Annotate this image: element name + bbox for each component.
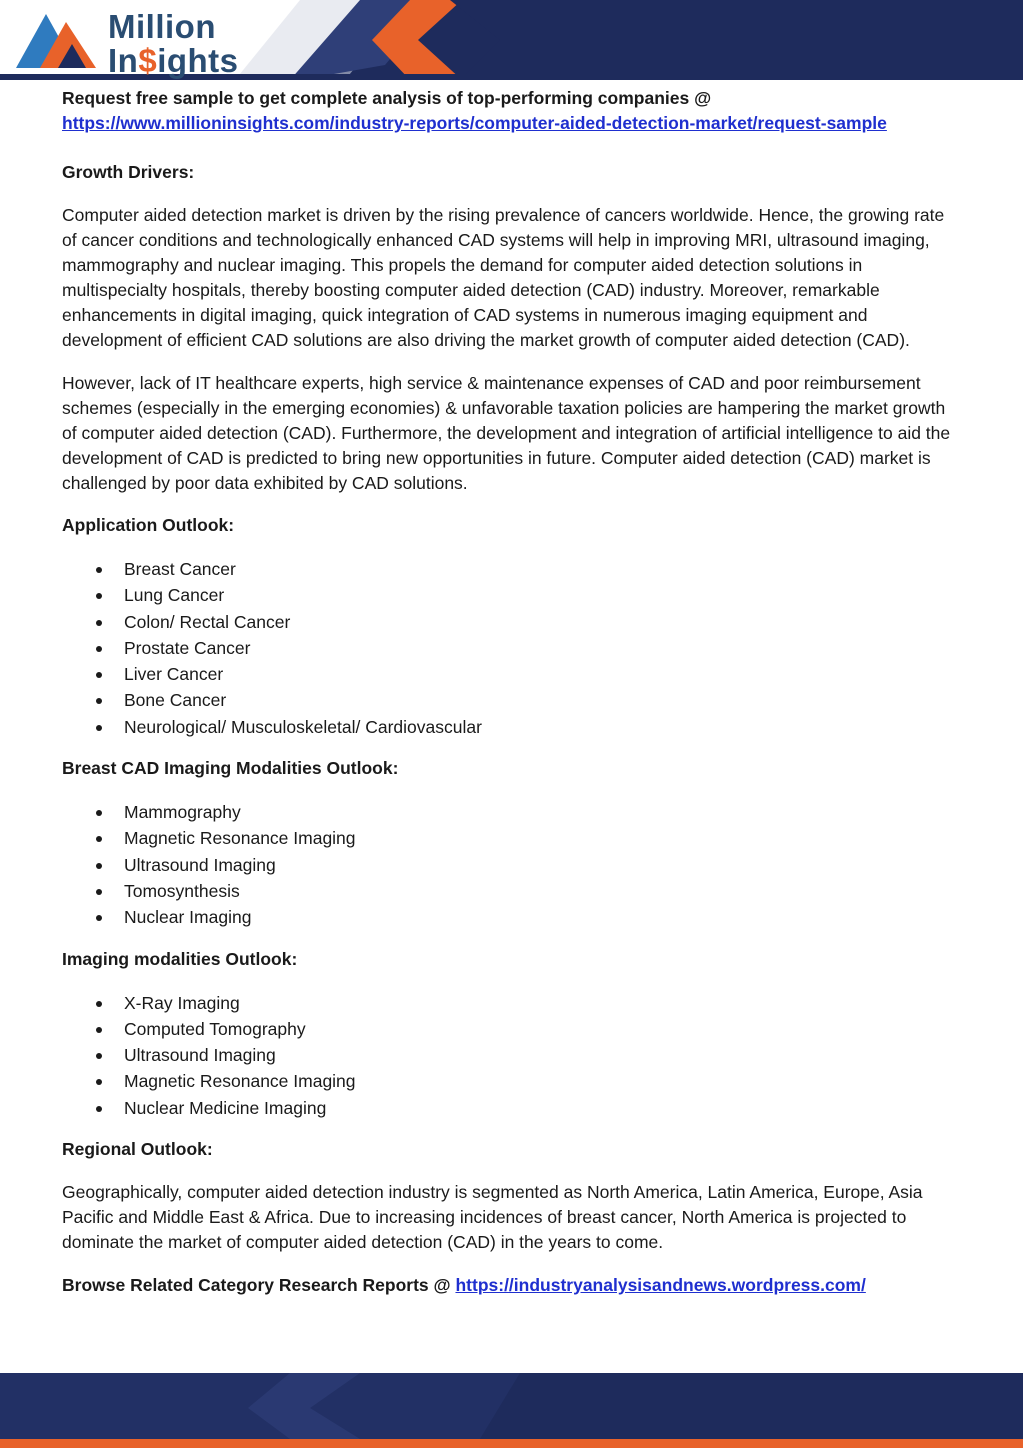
browse-related-link[interactable]: https://industryanalysisandnews.wordpress.com/: [455, 1275, 866, 1296]
list-item: Nuclear Imaging: [62, 904, 962, 930]
bullet-icon: [96, 863, 102, 869]
bullet-icon: [96, 698, 102, 704]
list-item: Lung Cancer: [62, 582, 962, 608]
growth-drivers-paragraph-1: Computer aided detection market is driven by the rising prevalence of cancers worldwide. Hence, the growing rate of cancer conditions and technologically enhanced CAD systems will help in improving MRI, ultrasound imaging, mammography and nuclear imaging. This propels the demand for computer aided detection solutions in multispecialty hospitals, thereby boosting computer aided detection (CAD) industry. Moreover, remarkable enhancements in digital imaging, quick integration of CAD systems in numerous imaging equipment and development of efficient CAD solutions are also driving the market growth of computer aided detection (CAD).: [62, 205, 945, 350]
logo-wordmark: Million In$ights: [108, 8, 239, 79]
list-item: Tomosynthesis: [62, 878, 962, 904]
page-footer: [0, 1373, 1023, 1448]
regional-outlook-paragraph: Geographically, computer aided detection industry is segmented as North America, Latin America, Europe, Asia Pacific and Middle East & Africa. Due to increasing incidences of breast cancer, North America is projected to dominate the market of computer aided detection (CAD) in the years to come.: [62, 1182, 923, 1253]
bullet-icon: [96, 593, 102, 599]
sample-request-link[interactable]: https://www.millioninsights.com/industry-reports/computer-aided-detection-market/request-sample: [62, 113, 887, 133]
list-item: Magnetic Resonance Imaging: [62, 1068, 962, 1094]
bullet-icon: [96, 889, 102, 895]
list-item: Colon/ Rectal Cancer: [62, 609, 962, 635]
imaging-modalities-heading: Imaging modalities Outlook:: [62, 948, 298, 969]
list-item: Breast Cancer: [62, 556, 962, 582]
list-item: Neurological/ Musculoskeletal/ Cardiovascular: [62, 714, 962, 740]
bullet-icon: [96, 725, 102, 731]
growth-drivers-paragraph-2: However, lack of IT healthcare experts, high service & maintenance expenses of CAD and poor reimbursement schemes (especially in the emerging economies) & unfavorable taxation policies are hampering the market growth of computer aided detection (CAD). Furthermore, the development and integration of artificial intelligence to aid the development of CAD is predicted to bring new opportunities in future. Computer aided detection (CAD) market is challenged by poor data exhibited by CAD solutions.: [62, 373, 951, 493]
bullet-icon: [96, 1027, 102, 1033]
bullet-icon: [96, 810, 102, 816]
list-item: Ultrasound Imaging: [62, 852, 962, 878]
browse-related-line: [62, 1273, 962, 1298]
footer-banner-graphic: [0, 1373, 1023, 1448]
list-item: Prostate Cancer: [62, 635, 962, 661]
bullet-icon: [96, 620, 102, 626]
page-header: [0, 0, 1023, 80]
list-item: X-Ray Imaging: [62, 990, 962, 1016]
million-insights-logo: [14, 4, 246, 78]
bullet-icon: [96, 646, 102, 652]
browse-related-lead: Browse Related Category Research Reports @: [62, 1275, 451, 1296]
bullet-icon: [96, 1079, 102, 1085]
bullet-icon: [96, 1001, 102, 1007]
list-item: Mammography: [62, 799, 962, 825]
list-item: Computed Tomography: [62, 1016, 962, 1042]
bullet-icon: [96, 672, 102, 678]
application-list: [62, 556, 962, 740]
application-outlook-heading: Application Outlook:: [62, 515, 235, 535]
breast-cad-heading: Breast CAD Imaging Modalities Outlook:: [62, 758, 399, 779]
list-item: Liver Cancer: [62, 661, 962, 687]
bullet-icon: [96, 1106, 102, 1112]
bullet-icon: [96, 915, 102, 921]
growth-drivers-heading: Growth Drivers:: [62, 162, 195, 182]
bullet-icon: [96, 836, 102, 842]
imaging-modalities-list: [62, 990, 962, 1121]
breast-cad-list: [62, 799, 962, 930]
document-body: [62, 86, 962, 1298]
list-item: Bone Cancer: [62, 687, 962, 713]
list-item: Magnetic Resonance Imaging: [62, 825, 962, 851]
logo-mountain-icon: [14, 4, 106, 76]
list-item: Nuclear Medicine Imaging: [62, 1095, 962, 1121]
bullet-icon: [96, 1053, 102, 1059]
bullet-icon: [96, 567, 102, 573]
list-item: Ultrasound Imaging: [62, 1042, 962, 1068]
regional-outlook-heading: Regional Outlook:: [62, 1139, 213, 1160]
sample-request-lead: Request free sample to get complete analysis of top-performing companies @: [62, 88, 712, 108]
